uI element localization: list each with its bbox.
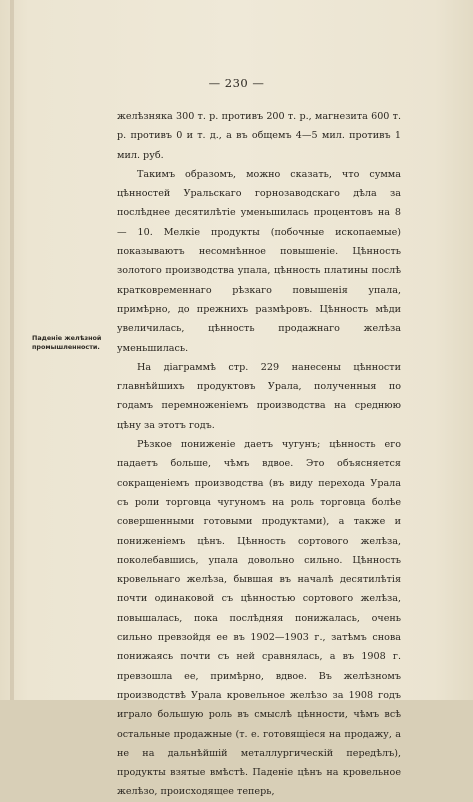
paragraph: Рѣзкое пониженіе даетъ чугунъ; цѣнность его падаетъ больше, чѣмъ вдвое. Это объясняется сокращеніемъ производства (въ виду перехода Урала съ роли торговца чугуномъ на роль торговца болѣе совершенными готовыми продуктами), а также и пониженіемъ цѣнъ. Цѣнность сортового желѣза, поколебавшись, упала довольно сильно. Цѣнность кровельнаго желѣза, бывшая въ началѣ десятилѣтія почти одинаковой съ цѣнностью сортового желѣза, повышалась, пока послѣдняя понижалась, очень сильно превзойдя ее въ 1902—1903 г., затѣмъ снова понижаясь почти съ ней сравнялась, а въ 1908 г. превзошла ее, примѣрно, вдвое. Въ желѣзномъ производствѣ Урала кровельное желѣзо за 1908 годъ играло большую роль въ смыслѣ цѣнности, чѣмъ всѣ остальные продажные (т. е. готовящіеся на продажу, а не на дальнѣйшій металлургическій передѣлъ), продукты взятые вмѣстѣ. Паденіе цѣнъ на кровельное желѣзо, происходящее теперь,: [117, 439, 401, 798]
page-number: — 230 —: [208, 76, 265, 90]
body-text: [117, 107, 401, 802]
margin-note-line: промышленности.: [32, 342, 100, 351]
margin-note: [32, 334, 112, 351]
margin-note-line: Паденіе желѣзной: [32, 334, 102, 342]
paragraph: желѣзняка 300 т. р. противъ 200 т. р., магнезита 600 т. р. противъ 0 и т. д., а въ общемъ 4—5 мил. противъ 1 мил. руб.: [117, 111, 401, 161]
paragraph: Такимъ образомъ, можно сказать, что сумма цѣнностей Уральскаго горнозаводскаго дѣла за послѣднее десятилѣтіе уменьшилась процентовъ на 8 — 10. Мелкіе продукты (побочные ископаемые) показываютъ несомнѣнное повышеніе. Цѣнность золотого производства упала, цѣнность платины послѣ кратковременнаго рѣзкаго повышенія упала, примѣрно, до прежнихъ размѣровъ. Цѣнность мѣди увеличилась, цѣнность продажнаго желѣза уменьшилась.: [117, 168, 401, 354]
page-gutter-shadow: [10, 0, 14, 700]
paragraph: На діаграммѣ стр. 229 нанесены цѣнности главнѣйшихъ продуктовъ Урала, полученныя по годамъ перемноженіемъ производства на среднюю цѣну за этотъ годъ.: [117, 361, 401, 431]
